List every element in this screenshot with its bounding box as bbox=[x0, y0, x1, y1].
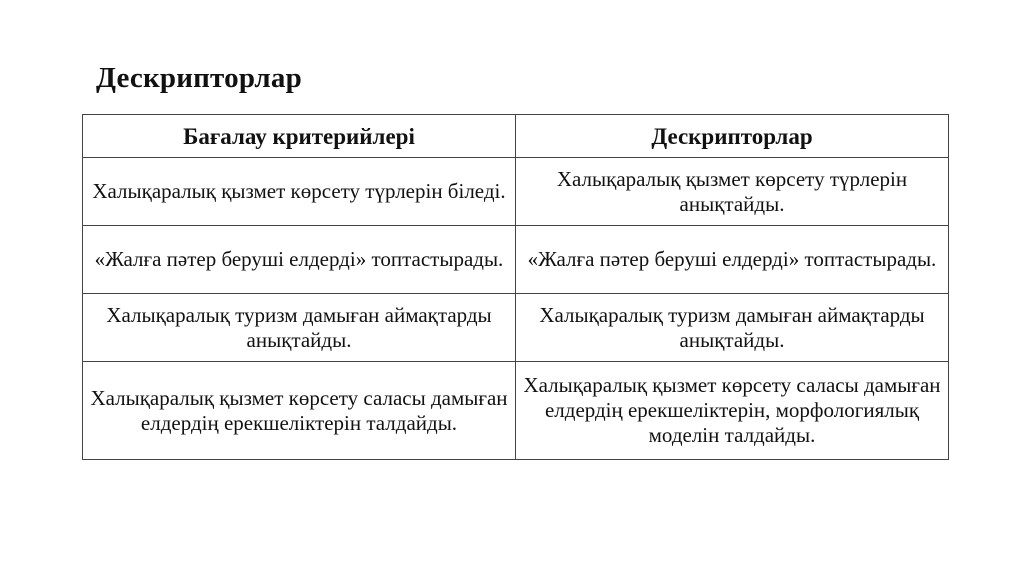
descriptors-table bbox=[82, 114, 949, 460]
descriptor-cell: Халықаралық туризм дамыған аймақтарды анықтайды. bbox=[516, 294, 949, 362]
table-row bbox=[83, 158, 949, 226]
criterion-cell: «Жалға пәтер беруші елдерді» топтастырады. bbox=[83, 226, 516, 294]
criterion-cell: Халықаралық қызмет көрсету түрлерін біледі. bbox=[83, 158, 516, 226]
header-descriptors: Дескрипторлар bbox=[516, 115, 949, 158]
descriptor-cell: Халықаралық қызмет көрсету саласы дамыған елдердің ерекшеліктерін, морфологиялық моделін талдайды. bbox=[516, 362, 949, 460]
criterion-cell: Халықаралық туризм дамыған аймақтарды анықтайды. bbox=[83, 294, 516, 362]
criterion-cell: Халықаралық қызмет көрсету саласы дамыған елдердің ерекшеліктерін талдайды. bbox=[83, 362, 516, 460]
table-header-row bbox=[83, 115, 949, 158]
table-row bbox=[83, 294, 949, 362]
descriptor-cell: Халықаралық қызмет көрсету түрлерін анықтайды. bbox=[516, 158, 949, 226]
table-row bbox=[83, 226, 949, 294]
table-row bbox=[83, 362, 949, 460]
descriptor-cell: «Жалға пәтер беруші елдерді» топтастырады. bbox=[516, 226, 949, 294]
header-criteria: Бағалау критерийлері bbox=[83, 115, 516, 158]
page-title: Дескрипторлар bbox=[96, 62, 302, 94]
